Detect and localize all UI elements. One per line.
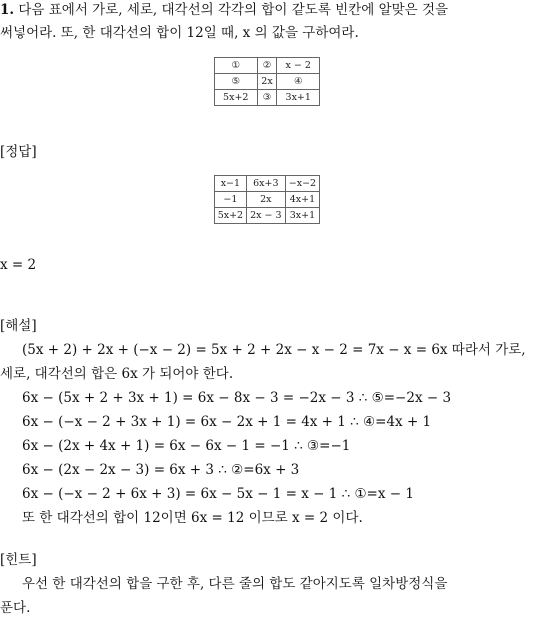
answer-table-cell: 3x+1: [285, 208, 319, 224]
answer-table-cell: x−1: [215, 176, 247, 192]
problem-table: [214, 57, 320, 106]
problem-table-cell: 5x+2: [215, 90, 258, 106]
explanation-step-3: 6x − (2x + 4x + 1) = 6x − 6x − 1 = −1 ∴ ③=−1: [22, 438, 351, 454]
problem-table-cell: ②: [257, 58, 277, 74]
answer-table-cell: 4x+1: [285, 192, 319, 208]
answer-table-cell: 2x: [246, 192, 285, 208]
answer-table: [214, 175, 320, 224]
problem-text-1: 다음 표에서 가로, 세로, 대각선의 각각의 합이 같도록 빈칸에 알맞은 것을: [18, 2, 449, 18]
problem-table-cell: ⑤: [215, 74, 258, 90]
problem-line-1: [0, 1, 448, 19]
problem-table-cell: ③: [257, 90, 277, 106]
explanation-conclusion: 또 한 대각선의 합이 12이면 6x = 12 이므로 x = 2 이다.: [22, 510, 363, 526]
hint-line-1: 우선 한 대각선의 합을 구한 후, 다른 줄의 합도 같아지도록 일차방정식을: [22, 576, 448, 592]
explanation-step-5: 6x − (−x − 2 + 6x + 3) = 6x − 5x − 1 = x − 1 ∴ ①=x − 1: [22, 486, 414, 502]
answer-table-cell: 6x+3: [246, 176, 285, 192]
problem-table-row: [215, 58, 320, 74]
problem-table-cell: ①: [215, 58, 258, 74]
answer-table-row: [215, 176, 320, 192]
hint-heading: [힌트]: [0, 552, 37, 568]
answer-table-row: [215, 208, 320, 224]
answer-result: x = 2: [0, 257, 37, 273]
explanation-heading: [해설]: [0, 318, 37, 334]
answer-table-cell: −1: [215, 192, 247, 208]
answer-table-cell: 5x+2: [215, 208, 247, 224]
explanation-step-4: 6x − (2x − 2x − 3) = 6x + 3 ∴ ②=6x + 3: [22, 462, 300, 478]
hint-line-2: 푼다.: [0, 600, 31, 616]
explanation-step-1: 6x − (5x + 2 + 3x + 1) = 6x − 8x − 3 = −2x − 3 ∴ ⑤=−2x − 3: [22, 390, 452, 406]
problem-text-2: 써넣어라. 또, 한 대각선의 합이 12일 때, x 의 값을 구하여라.: [0, 25, 359, 41]
answer-table-cell: 2x − 3: [246, 208, 285, 224]
problem-table-cell: x − 2: [277, 58, 320, 74]
answer-table-cell: −x−2: [285, 176, 319, 192]
explanation-line-2: 세로, 대각선의 합은 6x 가 되어야 한다.: [0, 366, 234, 382]
answer-table-row: [215, 192, 320, 208]
explanation-line-1: (5x + 2) + 2x + (−x − 2) = 5x + 2 + 2x − x − 2 = 7x − x = 6x 따라서 가로,: [22, 342, 526, 358]
problem-table-cell: ④: [277, 74, 320, 90]
problem-table-row: [215, 90, 320, 106]
problem-table-cell: 2x: [257, 74, 277, 90]
problem-table-row: [215, 74, 320, 90]
problem-number: 1.: [0, 2, 15, 18]
answer-heading: [정답]: [0, 144, 37, 160]
problem-table-cell: 3x+1: [277, 90, 320, 106]
explanation-step-2: 6x − (−x − 2 + 3x + 1) = 6x − 2x + 1 = 4x + 1 ∴ ④=4x + 1: [22, 414, 432, 430]
